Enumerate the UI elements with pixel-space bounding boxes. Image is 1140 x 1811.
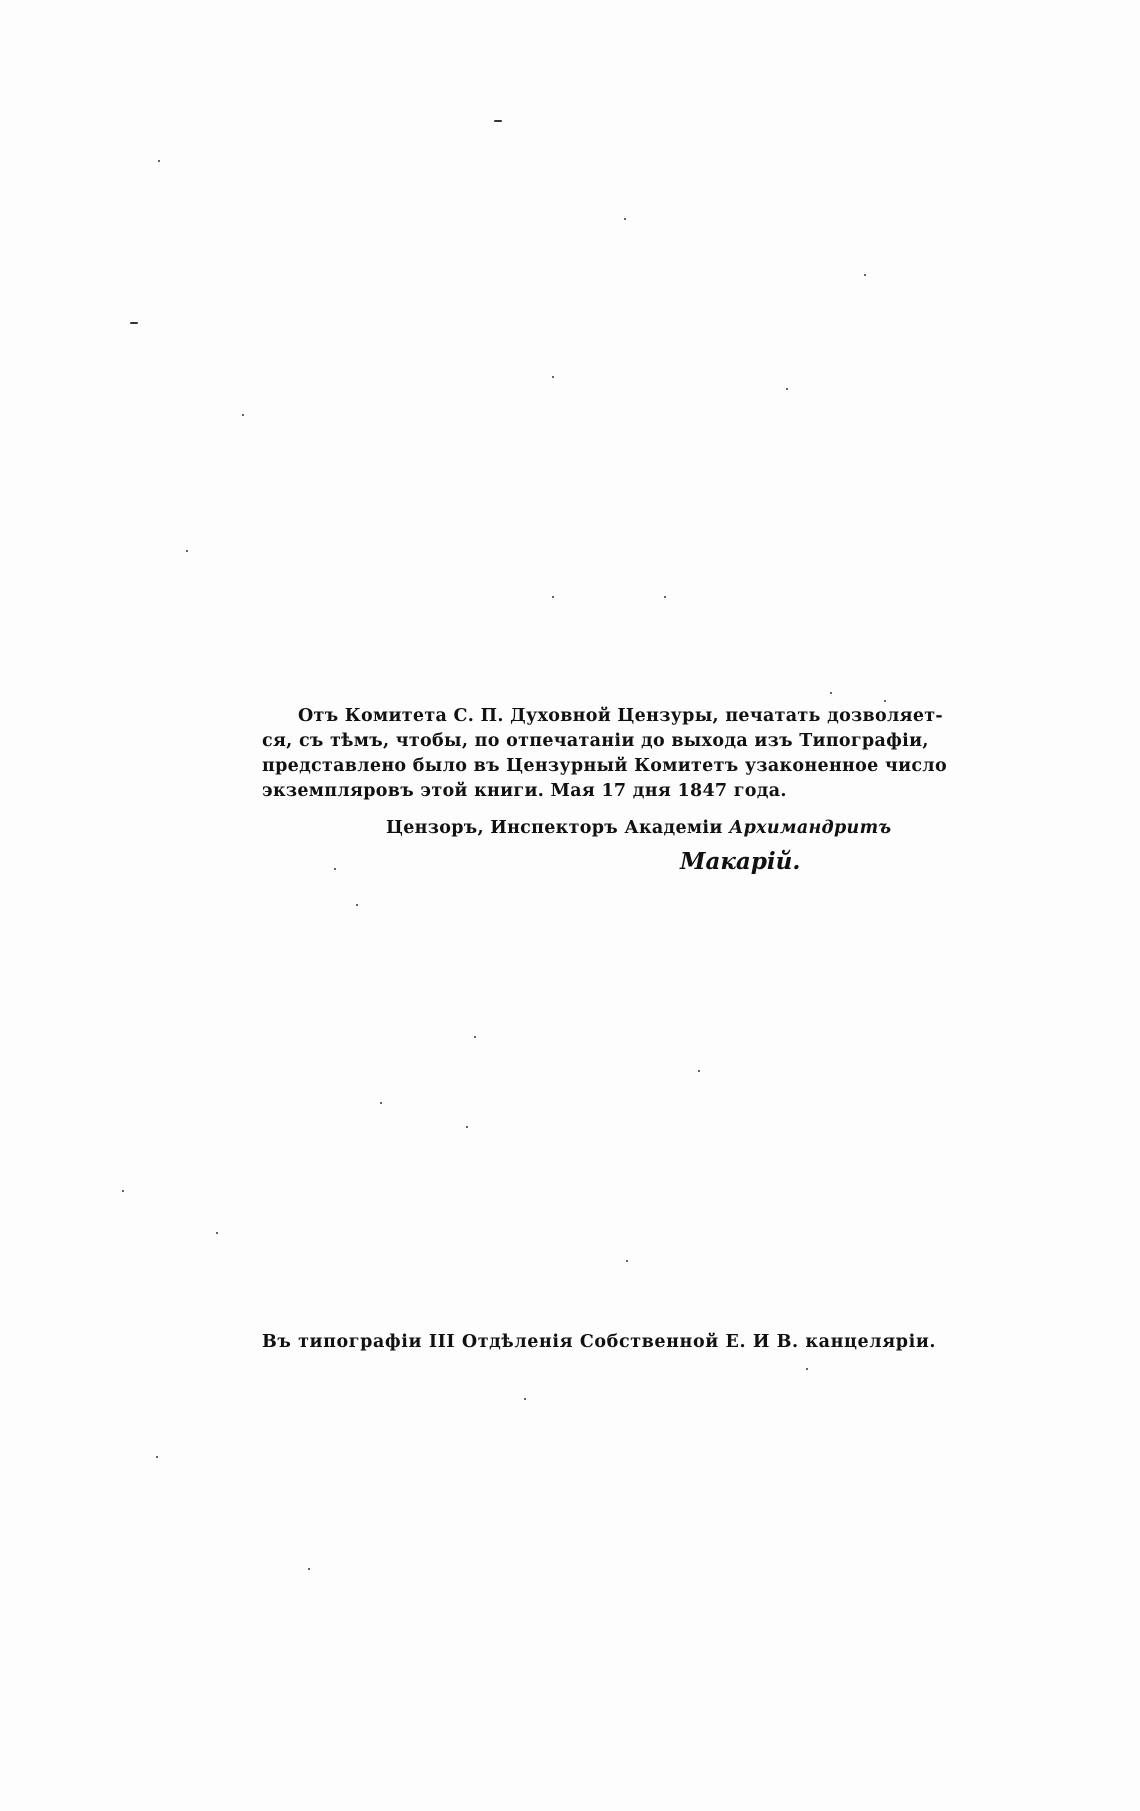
speck [156, 1456, 158, 1458]
speck [864, 274, 866, 276]
speck [356, 904, 358, 906]
speck [698, 1070, 700, 1072]
speck [216, 1232, 218, 1234]
speck [474, 1036, 476, 1038]
speck [552, 376, 554, 378]
speck [626, 1260, 628, 1262]
censorship-line: ся, съ тѣмъ, чтобы, по отпечатанiи до выхода изъ Типографiи, [262, 731, 929, 751]
censorship-line: представлено было въ Цензурный Комитетъ узаконенное число [262, 756, 947, 776]
speck [334, 868, 336, 870]
censor-name: Макарiй. [680, 848, 801, 875]
censor-position: Цензоръ, Инспекторъ Академiи [386, 818, 723, 838]
speck [830, 692, 832, 694]
speck [664, 596, 666, 598]
censorship-line: Отъ Комитета С. П. Духовной Цензуры, печатать дозволяет- [298, 706, 943, 726]
censor-title [386, 818, 891, 838]
speck [466, 1126, 468, 1128]
censor-rank: Архимандритъ [729, 818, 892, 838]
speck [524, 1398, 526, 1400]
speck [242, 414, 244, 416]
censorship-approval [262, 704, 947, 804]
speck [806, 1368, 808, 1370]
censorship-line: экземпляровъ этой книги. Мая 17 дня 1847 года. [262, 781, 787, 801]
speck [186, 550, 188, 552]
speck [380, 1102, 382, 1104]
speck [158, 160, 160, 162]
speck [130, 322, 138, 324]
speck [624, 218, 626, 220]
printer-imprint: Въ типографiи III Отдѣленiя Собственной Е. И В. канцелярiи. [262, 1332, 937, 1352]
speck [308, 1568, 310, 1570]
speck [494, 120, 502, 122]
speck [884, 700, 886, 702]
speck [552, 596, 554, 598]
speck [122, 1190, 124, 1192]
speck [786, 388, 788, 390]
